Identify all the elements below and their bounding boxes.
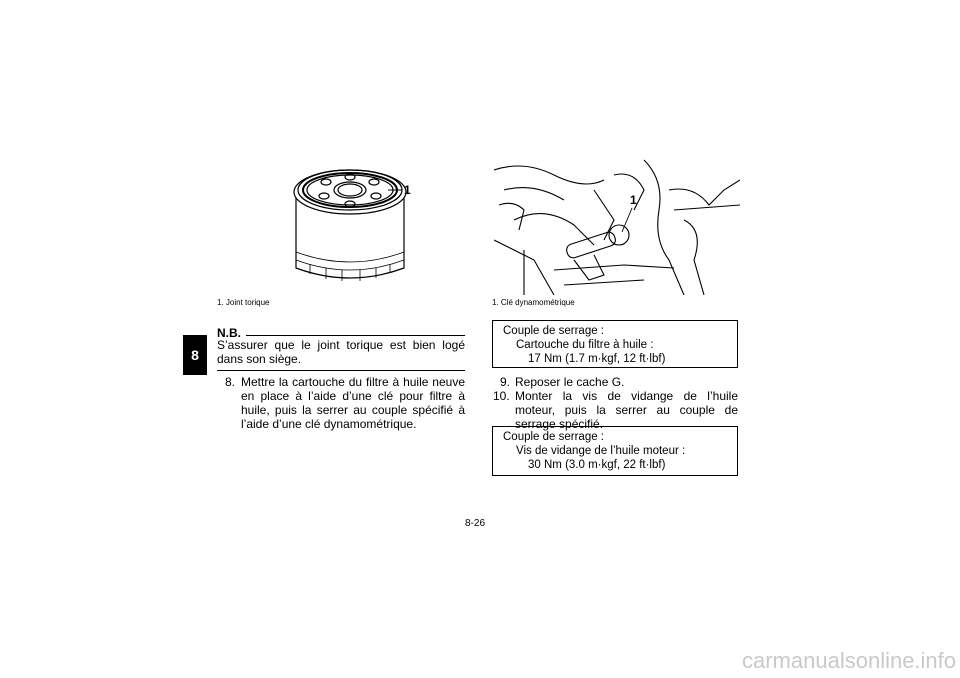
torque-box-1-value: 17 Nm (1.7 m·kgf, 12 ft·lbf) [528,353,666,365]
note-top-rule [246,335,465,336]
engine-drawing [494,150,740,295]
watermark: carmanualsonline.info [742,648,957,673]
callout-number: 1 [404,183,411,197]
note-bottom-rule [217,370,465,371]
torque-spec-box-2 [492,426,738,476]
step-10-number: 10. [493,389,510,403]
step-8-number: 8. [225,375,236,389]
torque-box-2-value: 30 Nm (3.0 m·kgf, 22 ft·lbf) [528,459,666,471]
torque-box-1-item: Cartouche du filtre à huile : [516,339,654,351]
torque-spec-box-1 [492,320,738,368]
figure-caption-left: 1. Joint torique [217,298,270,307]
torque-box-1-title: Couple de serrage : [503,325,605,337]
note-title: N.B. [217,326,241,340]
figure-caption-right: 1. Clé dynamométrique [492,298,575,307]
step-8-text: Mettre la cartouche du filtre à huile neuve en place à l’aide d’une clé pour filtre à huile, puis la serrer au couple spécifié à l’aide d’une clé dynamométrique. [241,375,465,431]
torque-box-2-title: Couple de serrage : [503,431,605,443]
torque-box-2-item: Vis de vidange de l’huile moteur : [516,445,686,457]
oil-filter-drawing [270,160,430,290]
step-9-number: 9. [500,375,511,389]
callout-number: 1 [630,193,637,207]
note-text: S’assurer que le joint torique est bien logé dans son siège. [217,338,465,366]
step-9-text: Reposer le cache G. [515,375,625,389]
page-number: 8-26 [465,518,486,529]
step-10-text: Monter la vis de vidange de l’huile moteur, puis la serrer au couple de serrage spécifié. [515,389,738,431]
oil-filter-illustration [270,160,430,290]
chapter-tab [183,335,207,375]
torque-wrench-illustration [494,150,740,295]
chapter-number: 8 [191,347,199,363]
